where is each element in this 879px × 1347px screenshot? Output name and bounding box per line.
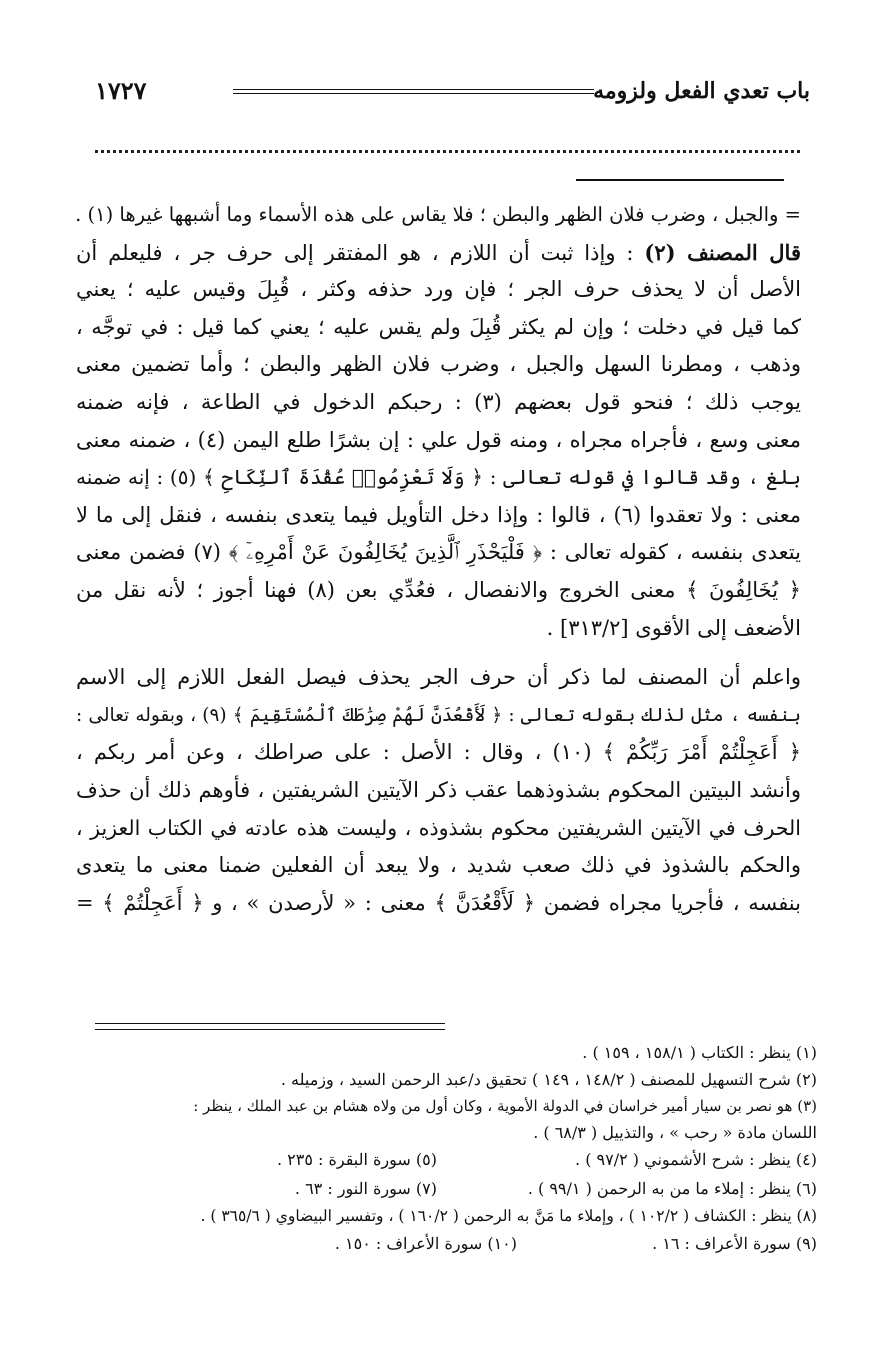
line-text: بلغ ، وقد قالوا في قوله تعالى : ﴿ وَلَا تَعْزِمُوا۟ عُقْدَةَ ٱلنِّكَاحِ ﴾ (٥) : إنه ضمنه <box>76 465 801 490</box>
text-line <box>76 659 801 697</box>
footnote-6: (٦) ينظر : إملاء ما من به الرحمن ( ٩٩/١ ) . <box>527 1178 817 1198</box>
line-text: وأنشد البيتين المحكوم بشذوذهما عقب ذكر الآيتين الشريفتين ، فأوهم ذلك أن حذف <box>76 777 801 802</box>
continuation-rule <box>576 179 784 181</box>
paragraph-gap <box>76 647 801 659</box>
header-double-rule <box>233 89 594 94</box>
text-line <box>76 384 801 422</box>
footnote-7: (٧) سورة النور : ٦٣ . <box>294 1178 437 1198</box>
line-text: معنى : ولا تعقدوا (٦) ، قالوا : وإذا دخل التأويل فيما يتعدى بنفسه ، فنقل إلى ما لا <box>76 502 801 527</box>
line-text: = والجبل ، وضرب فلان الظهر والبطن ؛ فلا يقاس على هذه الأسماء وما أشبهها غيرها (١) . <box>75 203 801 226</box>
footnote-3-line-1: (٣) هو نصر بن سيار أمير خراسان في الدولة الأموية ، وكان أول من ولاه هشام بن عبد الملك ، ينظر : <box>193 1097 817 1115</box>
footnote-5: (٥) سورة البقرة : ٢٣٥ . <box>276 1150 437 1169</box>
text-line <box>76 309 801 347</box>
main-text <box>76 196 801 922</box>
footnote-2: (٢) شرح التسهيل للمصنف ( ١٤٨/٢ ، ١٤٩ ) تحقيق د/عبد الرحمن السيد ، وزميله . <box>280 1069 817 1089</box>
line-text: بنفسه ، فأجريا مجراه فضمن ﴿ لَأَقْعُدَنَّ ﴾ معنى : « لأرصدن » ، و ﴿ أَعَجِلْتُمْ ﴾ = <box>76 890 801 915</box>
running-header <box>95 78 810 108</box>
text-line <box>76 885 801 923</box>
line-text: الأضعف إلى الأقوى [٣١٣/٢] . <box>546 615 801 640</box>
line-text: ﴿ أَعَجِلْتُمْ أَمْرَ رَبِّكُمْ ﴾ (١٠) ، وقال : الأصل : على صراطك ، وعن أمر ربكم ، <box>76 740 802 765</box>
line-text: : وإذا ثبت أن اللازم ، هو المفتقر إلى حرف جر ، فليعلم أن <box>76 240 645 265</box>
text-line <box>76 697 801 735</box>
line-text: الحرف في الآيتين الشريفتين محكوم بشذوذه ، وليست هذه عادته في الكتاب العزيز ، <box>76 815 801 840</box>
text-line <box>76 346 801 384</box>
footnote-rule <box>95 1023 445 1024</box>
line-text: ﴿ يُخَالِفُونَ ﴾ معنى الخروج والانفصال ، فعُدِّي بعن (٨) فهنا أجوز ؛ لأنه نقل من <box>76 577 801 602</box>
footnote-row-9-10 <box>77 1230 817 1259</box>
line-text: يوجب ذلك ؛ فنحو قول بعضهم (٣) : رحبكم الدخول في الطاعة ، فإنه ضمنه <box>76 389 801 414</box>
footnote-4: (٤) ينظر : شرح الأشموني ( ٩٧/٢ ) . <box>575 1150 817 1169</box>
footnotes <box>77 1040 817 1258</box>
footnote-9: (٩) سورة الأعراف : ١٦ . <box>652 1233 817 1253</box>
text-line <box>76 271 801 309</box>
footnote-row-6-7 <box>77 1175 817 1204</box>
text-line <box>76 734 801 772</box>
footnote-3-line-2: اللسان مادة « رحب » ، والتذييل ( ٦٨/٣ ) . <box>533 1122 817 1142</box>
line-text: واعلم أن المصنف لما ذكر أن حرف الجر يحذف فيصل الفعل اللازم إلى الاسم <box>76 665 801 690</box>
footnote-rule-second <box>95 1029 445 1030</box>
footnote-1: (١) ينظر : الكتاب ( ١٥٨/١ ، ١٥٩ ) . <box>582 1043 817 1062</box>
dotted-separator <box>95 150 800 153</box>
text-line <box>76 810 801 848</box>
text-line <box>76 234 801 272</box>
footnote-10: (١٠) سورة الأعراف : ١٥٠ . <box>334 1233 517 1253</box>
text-line <box>76 534 801 572</box>
page-number: ١٧٢٧ <box>95 76 147 105</box>
footnote-8: (٨) ينظر : الكشاف ( ١٠٢/٢ ) ، وإملاء ما مَنَّ به الرحمن ( ١٦٠/٢ ) ، وتفسير البيضاوي ( ٣٦٥/٦ ) . <box>200 1207 817 1225</box>
text-line <box>76 196 801 234</box>
text-line <box>76 459 801 497</box>
line-text: وذهب ، ومطرنا السهل والجبل ، وضرب فلان الظهر والبطن ؛ وأما تضمين معنى <box>76 352 801 377</box>
line-text: يتعدى بنفسه ، كقوله تعالى : ﴿ فَلْيَحْذَرِ ٱلَّذِينَ يُخَالِفُونَ عَنْ أَمْرِهِۦٓ ﴾ (٧) فضمن معنى <box>76 540 801 565</box>
author-label: قال المصنف (٢) <box>644 239 801 265</box>
text-line <box>76 847 801 885</box>
line-text: الأصل أن لا يحذف حرف الجر ؛ فإن ورد حذفه وكثر ، قُبِلَ وقيس عليه ؛ يعني <box>76 277 801 302</box>
line-text: كما قيل في دخلت ؛ وإن لم يكثر قُبِلَ ولم يقس عليه ؛ يعني كما قيل : في توجَّه ، <box>76 314 801 339</box>
line-text: والحكم بالشذوذ في ذلك صعب شديد ، ولا يبعد أن الفعلين ضمنا معنى ما يتعدى <box>76 853 801 878</box>
text-line <box>76 572 801 610</box>
chapter-title: باب تعدي الفعل ولزومه <box>593 78 810 104</box>
footnote-row-4-5 <box>77 1146 817 1175</box>
text-line <box>76 422 801 460</box>
text-line <box>76 772 801 810</box>
text-line <box>76 610 801 648</box>
text-line <box>76 497 801 535</box>
line-text: بنفسه ، مثل لذلك بقوله تعالى : ﴿ لَأَقْعُدَنَّ لَهُمْ صِرَٰطَكَ ٱلْمُسْتَقِيمَ ﴾ (٩) ، وبقوله تعالى : <box>76 704 801 726</box>
line-text: معنى وسع ، فأجراه مجراه ، ومنه قول علي : إن بشرًا طلع اليمن (٤) ، ضمنه معنى <box>76 427 801 452</box>
